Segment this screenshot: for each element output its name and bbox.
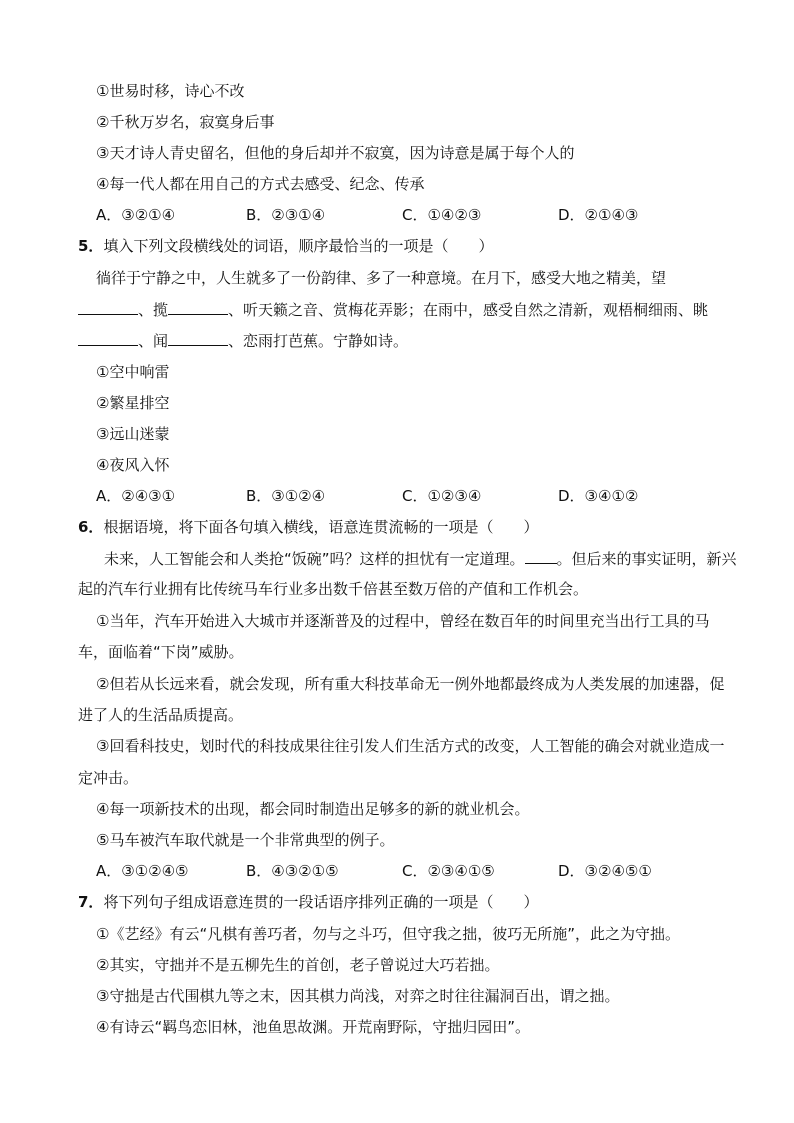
q6-option-b[interactable]: B．④③②①⑤ [246,862,339,880]
q7-prompt: 将下列句子组成语意连贯的一段话语序排列正确的一项是（ ） [103,893,539,911]
q4-item-2: ②千秋万岁名，寂寞身后事 [96,113,275,131]
q5-passage-text: 、听天籁之音、赏梅花弄影；在雨中，感受自然之清新，观梧桐细雨、眺 [228,301,709,319]
q6-item-1-line-2: 车，面临着“下岗”威胁。 [78,643,244,661]
q5-prompt: 填入下列文段横线处的词语，顺序最恰当的一项是（ ） [103,237,494,255]
q4-option-d[interactable]: D．②①④③ [558,206,639,224]
q5-passage-text: 、揽 [138,301,169,319]
q7-item-3: ③守拙是古代围棋九等之末，因其棋力尚浅，对弈之时往往漏洞百出，谓之拙。 [96,987,620,1005]
q6-item-3-line-1: ③回看科技史，划时代的科技成果往往引发人们生活方式的改变，人工智能的确会对就业造成一 [96,737,725,755]
q5-blank-4[interactable] [168,330,228,346]
q5-passage-line-3 [78,330,408,351]
q7-title [78,892,538,912]
q5-item-4: ④夜风入怀 [96,456,170,474]
q5-option-c[interactable]: C．①②③④ [402,487,482,505]
q4-item-4: ④每一代人都在用自己的方式去感受、纪念、传承 [96,175,425,193]
q6-item-2-line-1: ②但若从长远来看，就会发现，所有重大科技革命无一例外地都最终成为人类发展的加速器，促 [96,675,725,693]
q5-passage-text: 、闻 [138,332,169,350]
q6-option-c[interactable]: C．②③④①⑤ [402,862,495,880]
q6-item-4: ④每一项新技术的出现，都会同时制造出足够多的新的就业机会。 [96,800,530,818]
q5-passage-text: 、恋雨打芭蕉。宁静如诗。 [228,332,409,350]
q6-passage-line-1 [104,548,737,569]
q7-item-4: ④有诗云“羁鸟恋旧林，池鱼思故渊。开荒南野际，守拙归园田”。 [96,1018,530,1036]
q5-option-a[interactable]: A．②④③① [96,487,176,505]
q4-item-1: ①世易时移，诗心不改 [96,82,245,100]
q6-item-5: ⑤马车被汽车取代就是一个非常典型的例子。 [96,831,395,849]
q7-item-2: ②其实，守拙并不是五柳先生的首创，老子曾说过大巧若拙。 [96,956,500,974]
q6-blank[interactable] [525,548,557,564]
q6-option-a[interactable]: A．③①②④⑤ [96,862,189,880]
q4-option-a[interactable]: A．③②①④ [96,206,176,224]
q6-item-1-line-1: ①当年，汽车开始进入大城市并逐渐普及的过程中，曾经在数百年的时间里充当出行工具的马 [96,612,710,630]
q6-prompt: 根据语境，将下面各句填入横线，语意连贯流畅的一项是（ ） [103,518,539,536]
q6-passage-line-2: 起的汽车行业拥有比传统马车行业多出数千倍甚至数万倍的产值和工作机会。 [78,580,589,598]
q6-number: 6． [78,518,104,536]
q5-item-2: ②繁星排空 [96,394,170,412]
q5-title [78,236,493,256]
q5-passage-line-2 [78,299,708,320]
q5-blank-1[interactable] [78,299,138,315]
q5-option-d[interactable]: D．③④①② [558,487,639,505]
q5-passage-line-1: 徜徉于宁静之中，人生就多了一份韵律、多了一种意境。在月下，感受大地之精美，望 [96,269,667,287]
q4-option-b[interactable]: B．②③①④ [246,206,326,224]
q6-title [78,517,538,537]
q6-passage-text: 。但后来的事实证明，新兴 [556,550,737,568]
q7-item-1: ①《艺经》有云“凡棋有善巧者，勿与之斗巧，但守我之拙，彼巧无所施”，此之为守拙。 [96,925,680,943]
q4-option-c[interactable]: C．①④②③ [402,206,482,224]
q5-blank-2[interactable] [168,299,228,315]
q6-item-3-line-2: 定冲击。 [78,769,139,787]
q6-option-d[interactable]: D．③②④⑤① [558,862,652,880]
q7-number: 7． [78,893,104,911]
q5-item-3: ③远山迷蒙 [96,425,170,443]
q6-item-2-line-2: 进了人的生活品质提高。 [78,706,244,724]
q5-number: 5． [78,237,104,255]
q5-item-1: ①空中响雷 [96,363,170,381]
q4-item-3: ③天才诗人青史留名，但他的身后却并不寂寞，因为诗意是属于每个人的 [96,144,575,162]
q6-passage-text: 未来，人工智能会和人类抢“饭碗”吗？这样的担忧有一定道理。 [104,550,525,568]
q5-blank-3[interactable] [78,330,138,346]
q5-option-b[interactable]: B．③①②④ [246,487,326,505]
